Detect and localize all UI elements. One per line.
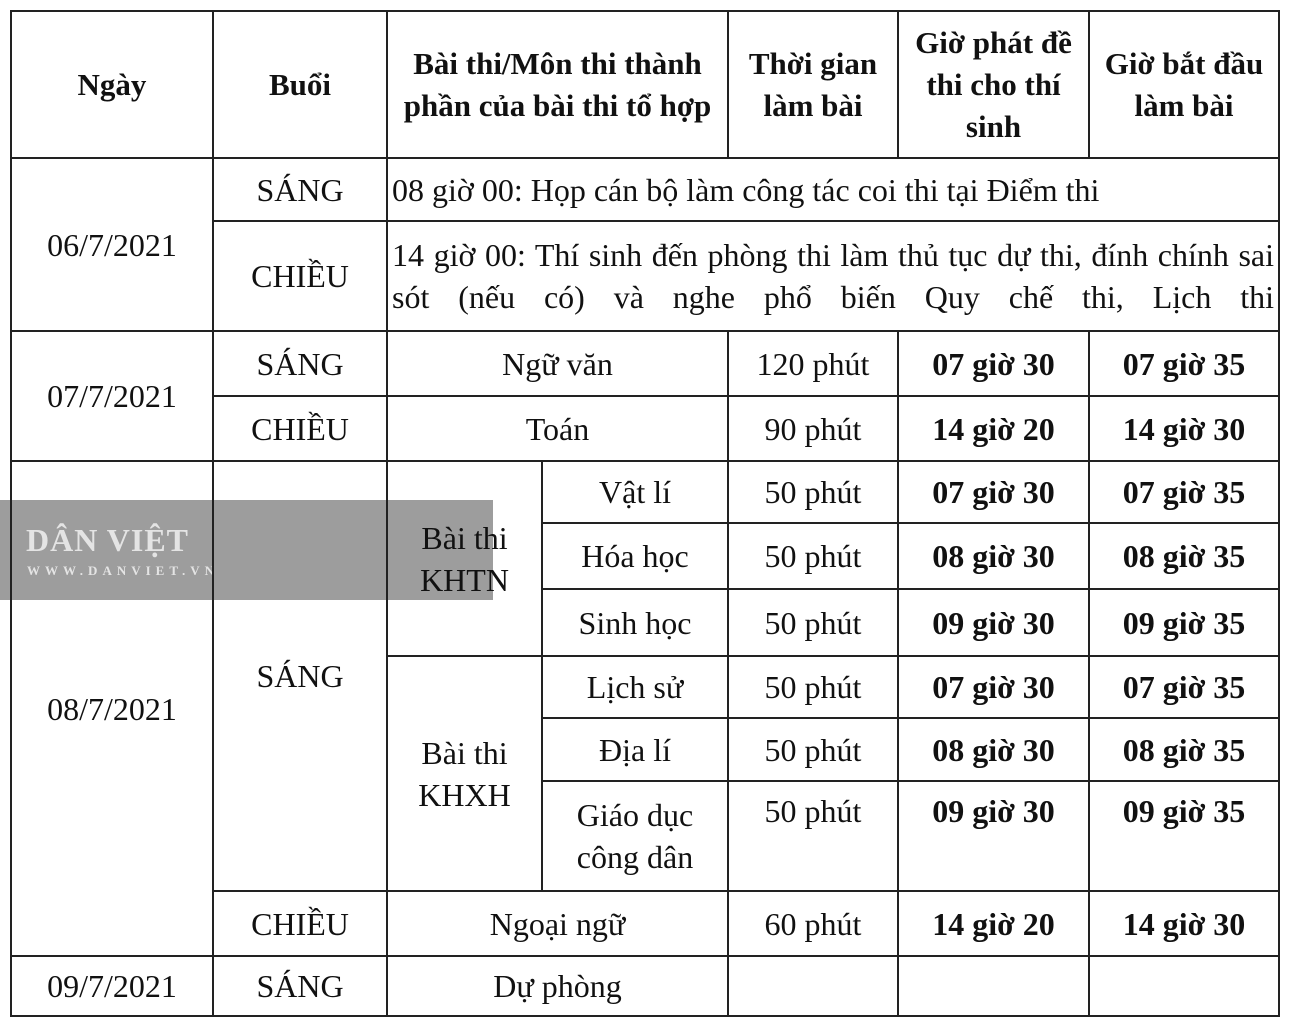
subject-cell: Sinh học bbox=[542, 589, 728, 656]
duration-cell: 50 phút bbox=[728, 656, 898, 718]
duration-cell: 120 phút bbox=[728, 331, 898, 396]
note-cell: 08 giờ 00: Họp cán bộ làm công tác coi thi tại Điểm thi bbox=[387, 158, 1279, 221]
handout-cell: 14 giờ 20 bbox=[898, 891, 1089, 956]
table-row bbox=[11, 158, 1279, 221]
header-handout-time: Giờ phát đề thi cho thí sinh bbox=[898, 11, 1089, 158]
subject-cell: Địa lí bbox=[542, 718, 728, 781]
header-date: Ngày bbox=[11, 11, 213, 158]
handout-cell: 14 giờ 20 bbox=[898, 396, 1089, 461]
subject-cell: Toán bbox=[387, 396, 728, 461]
start-cell: 09 giờ 35 bbox=[1089, 781, 1279, 891]
header-session: Buổi bbox=[213, 11, 387, 158]
date-cell: 07/7/2021 bbox=[11, 331, 213, 461]
handout-cell bbox=[898, 956, 1089, 1016]
subject-cell: Dự phòng bbox=[387, 956, 728, 1016]
duration-cell: 50 phút bbox=[728, 523, 898, 589]
duration-cell: 90 phút bbox=[728, 396, 898, 461]
group-cell-khtn: Bài thi KHTN bbox=[387, 461, 542, 656]
date-cell: 09/7/2021 bbox=[11, 956, 213, 1016]
start-cell: 07 giờ 35 bbox=[1089, 656, 1279, 718]
start-cell: 14 giờ 30 bbox=[1089, 396, 1279, 461]
duration-cell: 60 phút bbox=[728, 891, 898, 956]
subject-cell: Hóa học bbox=[542, 523, 728, 589]
table-row bbox=[11, 331, 1279, 396]
session-cell: SÁNG bbox=[213, 461, 387, 891]
session-cell: CHIỀU bbox=[213, 396, 387, 461]
subject-cell: Ngoại ngữ bbox=[387, 891, 728, 956]
subject-cell: Vật lí bbox=[542, 461, 728, 523]
header-subject: Bài thi/Môn thi thành phần của bài thi tổ hợp bbox=[387, 11, 728, 158]
subject-cell: Lịch sử bbox=[542, 656, 728, 718]
exam-schedule-table bbox=[10, 10, 1280, 1017]
handout-cell: 08 giờ 30 bbox=[898, 718, 1089, 781]
header-row bbox=[11, 11, 1279, 158]
header-start-time: Giờ bắt đầu làm bài bbox=[1089, 11, 1279, 158]
watermark-url: WWW.DANVIET.VN bbox=[27, 563, 220, 578]
handout-cell: 08 giờ 30 bbox=[898, 523, 1089, 589]
handout-cell: 09 giờ 30 bbox=[898, 589, 1089, 656]
session-cell: SÁNG bbox=[213, 956, 387, 1016]
start-cell: 08 giờ 35 bbox=[1089, 523, 1279, 589]
start-cell bbox=[1089, 956, 1279, 1016]
handout-cell: 07 giờ 30 bbox=[898, 331, 1089, 396]
handout-cell: 07 giờ 30 bbox=[898, 656, 1089, 718]
duration-cell: 50 phút bbox=[728, 781, 898, 891]
start-cell: 07 giờ 35 bbox=[1089, 331, 1279, 396]
handout-cell: 09 giờ 30 bbox=[898, 781, 1089, 891]
session-cell: CHIỀU bbox=[213, 891, 387, 956]
duration-cell: 50 phút bbox=[728, 718, 898, 781]
subject-cell: Giáo dục công dân bbox=[542, 781, 728, 891]
duration-cell: 50 phút bbox=[728, 461, 898, 523]
date-cell: 06/7/2021 bbox=[11, 158, 213, 331]
session-cell: CHIỀU bbox=[213, 221, 387, 331]
watermark-brand: DÂN VIỆT bbox=[26, 522, 189, 558]
start-cell: 07 giờ 35 bbox=[1089, 461, 1279, 523]
session-cell: SÁNG bbox=[213, 331, 387, 396]
duration-cell: 50 phút bbox=[728, 589, 898, 656]
table-row bbox=[11, 956, 1279, 1016]
duration-cell bbox=[728, 956, 898, 1016]
session-cell: SÁNG bbox=[213, 158, 387, 221]
subject-cell: Ngữ văn bbox=[387, 331, 728, 396]
start-cell: 14 giờ 30 bbox=[1089, 891, 1279, 956]
header-duration: Thời gian làm bài bbox=[728, 11, 898, 158]
group-cell-khxh: Bài thi KHXH bbox=[387, 656, 542, 891]
table-row bbox=[11, 461, 1279, 523]
start-cell: 08 giờ 35 bbox=[1089, 718, 1279, 781]
date-cell: 08/7/2021 bbox=[11, 461, 213, 956]
start-cell: 09 giờ 35 bbox=[1089, 589, 1279, 656]
note-cell: 14 giờ 00: Thí sinh đến phòng thi làm thủ tục dự thi, đính chính sai sót (nếu có) và nghe phổ biến Quy chế thi, Lịch thi bbox=[387, 221, 1279, 331]
handout-cell: 07 giờ 30 bbox=[898, 461, 1089, 523]
